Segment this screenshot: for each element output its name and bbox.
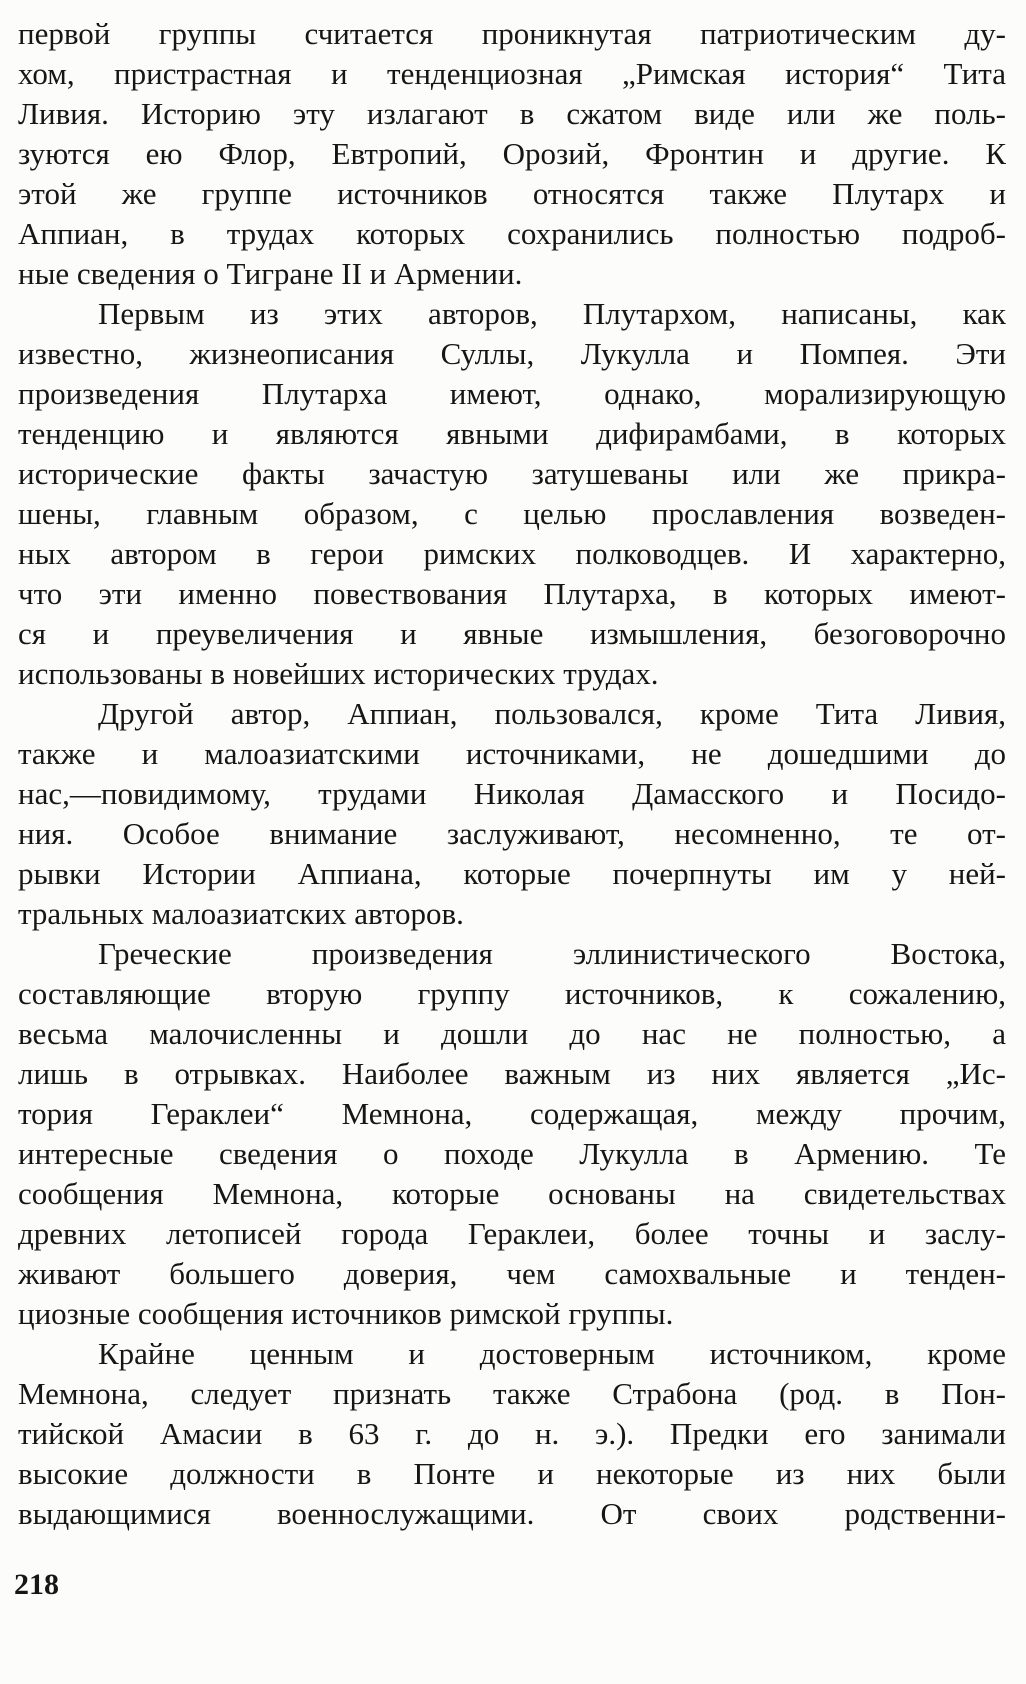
text-line: Ливия. Историю эту излагают в сжатом виде или же поль- bbox=[18, 96, 1006, 131]
paragraph-4 bbox=[18, 934, 1006, 1334]
text-line: известно, жизнеописания Суллы, Лукулла и Помпея. Эти bbox=[18, 336, 1006, 371]
text-line: Мемнона, следует признать также Страбона (род. в Пон- bbox=[18, 1376, 1006, 1411]
text-line: этой же группе источников относятся также Плутарх и bbox=[18, 176, 1006, 211]
text-line: составляющие вторую группу источников, к сожалению, bbox=[18, 976, 1006, 1011]
page-number: 218 bbox=[14, 1568, 59, 1601]
text-line: нас,—повидимому, трудами Николая Дамасского и Посидо- bbox=[18, 776, 1006, 811]
text-line: высокие должности в Понте и некоторые из них были bbox=[18, 1456, 1006, 1491]
text-line: весьма малочисленны и дошли до нас не полностью, а bbox=[18, 1016, 1006, 1051]
text-line: ные сведения о Тигране II и Армении. bbox=[18, 256, 523, 291]
text-line: зуются ею Флор, Евтропий, Орозий, Фронтин и другие. К bbox=[18, 136, 1006, 171]
text-line: тория Гераклеи“ Мемнона, содержащая, между прочим, bbox=[18, 1096, 1006, 1131]
text-line: сообщения Мемнона, которые основаны на свидетельствах bbox=[18, 1176, 1006, 1211]
text-line: тийской Амасии в 63 г. до н. э.). Предки его занимали bbox=[18, 1416, 1006, 1451]
text-line: использованы в новейших исторических трудах. bbox=[18, 656, 659, 691]
text-line: что эти именно повествования Плутарха, в которых имеют- bbox=[18, 576, 1006, 611]
text-line: древних летописей города Гераклеи, более точны и заслу- bbox=[18, 1216, 1006, 1251]
text-line: исторические факты зачастую затушеваны или же прикра- bbox=[18, 456, 1006, 491]
text-line: хом, пристрастная и тенденциозная „Римская история“ Тита bbox=[18, 56, 1006, 91]
text-line: Первым из этих авторов, Плутархом, написаны, как bbox=[98, 296, 1006, 331]
text-line: тральных малоазиатских авторов. bbox=[18, 896, 464, 931]
text-line: выдающимися военнослужащими. От своих родственни- bbox=[18, 1496, 1006, 1531]
text-line: лишь в отрывках. Наиболее важным из них является „Ис- bbox=[18, 1056, 1006, 1091]
text-line: тенденцию и являются явными дифирамбами, в которых bbox=[18, 416, 1006, 451]
text-line: Аппиан, в трудах которых сохранились полностью подроб- bbox=[18, 216, 1006, 251]
text-line: также и малоазиатскими источниками, не дошедшими до bbox=[18, 736, 1006, 771]
text-line: шены, главным образом, с целью прославления возведен- bbox=[18, 496, 1006, 531]
paragraph-1 bbox=[18, 14, 1006, 294]
text-line: рывки Истории Аппиана, которые почерпнуты им у ней- bbox=[18, 856, 1006, 891]
text-line: Греческие произведения эллинистического Востока, bbox=[98, 936, 1006, 971]
text-line: ных автором в герои римских полководцев. И характерно, bbox=[18, 536, 1006, 571]
text-line: Другой автор, Аппиан, пользовался, кроме Тита Ливия, bbox=[98, 696, 1006, 731]
text-line: живают большего доверия, чем самохвальные и тенден- bbox=[18, 1256, 1006, 1291]
text-line: циозные сообщения источников римской группы. bbox=[18, 1296, 674, 1331]
text-line: ся и преувеличения и явные измышления, безоговорочно bbox=[18, 616, 1006, 651]
text-line: ния. Особое внимание заслуживают, несомненно, те от- bbox=[18, 816, 1006, 851]
body-text bbox=[18, 14, 1006, 1534]
text-line: первой группы считается проникнутая патриотическим ду- bbox=[18, 16, 1006, 51]
paragraph-5 bbox=[18, 1334, 1006, 1534]
text-line: интересные сведения о походе Лукулла в Армению. Те bbox=[18, 1136, 1006, 1171]
text-line: Крайне ценным и достоверным источником, кроме bbox=[98, 1336, 1006, 1371]
paragraph-3 bbox=[18, 694, 1006, 934]
text-line: произведения Плутарха имеют, однако, морализирующую bbox=[18, 376, 1006, 411]
paragraph-2 bbox=[18, 294, 1006, 694]
